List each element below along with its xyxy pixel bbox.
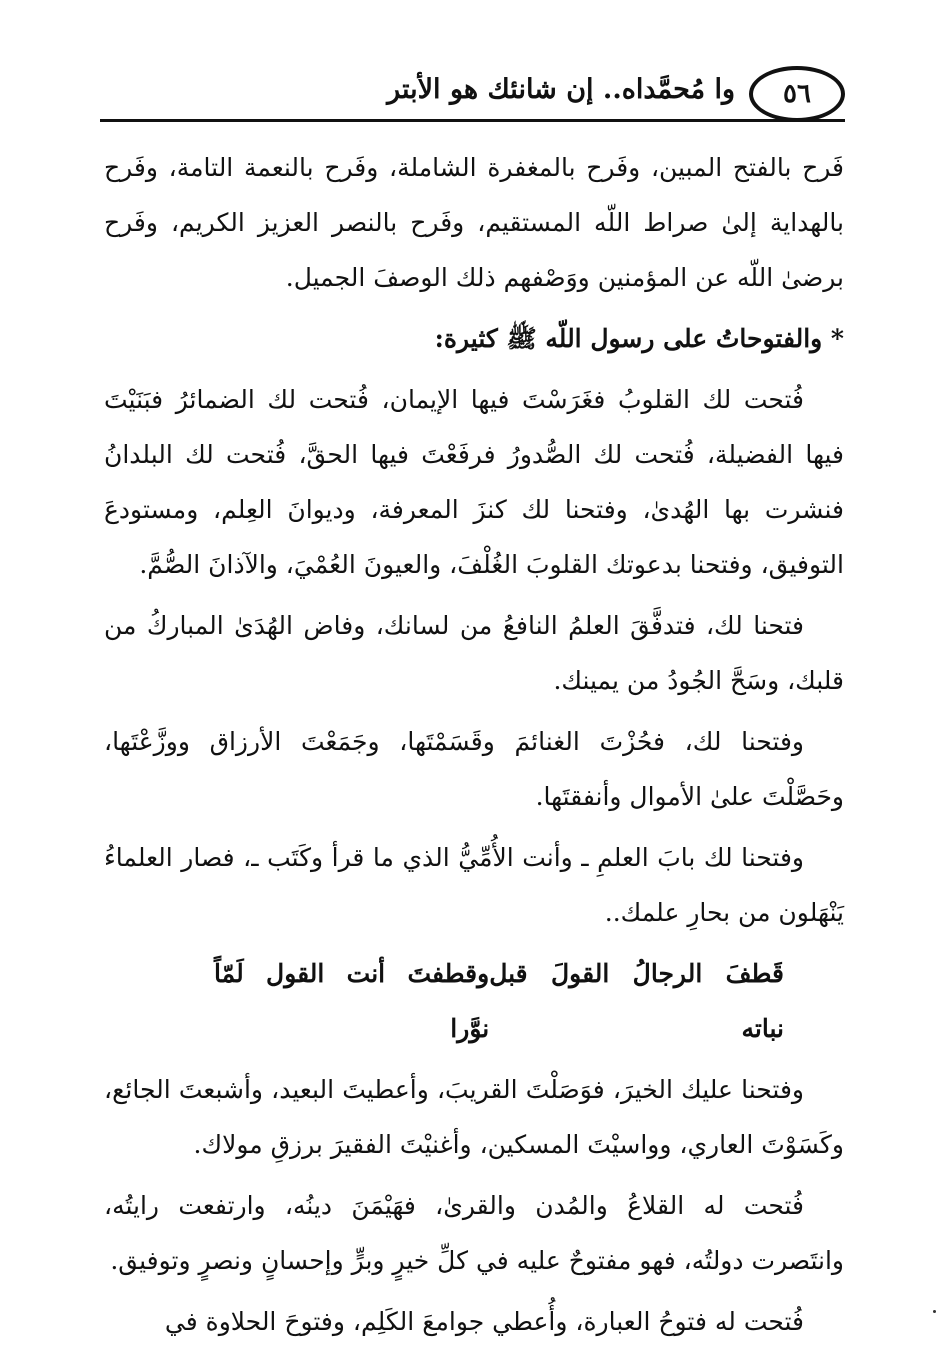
paragraph-8: فُتحت له فتوحُ العبارة، وأُعطي جوامعَ الكَلِم، وفتوحَ الحلاوة في (164, 1307, 804, 1336)
scan-speck (933, 1310, 936, 1313)
paragraph-5: وفتحنا لك بابَ العلمِ ـ وأنت الأُمِّيُّ الذي ما قرأ وكَتَب ـ، فصار العلماءُ يَنْهَلون من بحارِ علمك.. (104, 843, 844, 927)
verse-hemistich-1: قَطفَ الرجالُ القولَ قبل نباته (489, 959, 784, 1043)
page-number (749, 66, 845, 122)
paragraph-1: فَرح بالفتح المبين، وفَرح بالمغفرة الشاملة، وفَرح بالنعمة التامة، وفَرح بالهداية إلىٰ صراط اللّه المستقيم، وفَرح بالنصر العزيز الكريم، وفَرح برضىٰ اللّه عن المؤمنين ووَصْفهم ذلك الوصفَ الجميل. (104, 153, 844, 292)
paragraph-6: وفتحنا عليك الخيرَ، فوَصَلْتَ القريبَ، وأعطيتَ البعيد، وأشبعتَ الجائع، وكَسَوْتَ العاري، وواسيْتَ المسكين، وأغنيْتَ الفقيرَ برزقِ مولاك. (104, 1075, 844, 1159)
paragraph-3: فتحنا لك، فتدفَّقَ العلمُ النافعُ من لسانك، وفاض الهُدَىٰ المباركُ من قلبك، وسَحَّ الجُودُ من يمينك. (104, 611, 844, 695)
header-rule (100, 119, 845, 122)
paragraph-7: فُتحت له القلاعُ والمُدن والقرىٰ، فهَيْمَنَ دينُه، وارتفعت رايتُه، وانتَصرت دولتُه، فهو مفتوحٌ عليه في كلِّ خيرٍ وبرٍّ وإحسانٍ ونصرٍ وتوفيق. (104, 1191, 844, 1275)
paragraph-4: وفتحنا لك، فحُزْتَ الغنائمَ وقَسَمْتَها، وجَمَعْتَ الأرزاق ووزَّعْتَها، وحَصَّلْتَ علىٰ الأموال وأنفقتَها. (104, 727, 844, 811)
poetry-verse (104, 946, 844, 1056)
page-number-text: ٥٦ (783, 79, 811, 109)
page-header (100, 62, 845, 126)
verse-hemistich-2: وقطفتَ أنت القول لَمّاً نوَّرا (214, 959, 490, 1043)
paragraph-2: فُتحت لك القلوبُ فغَرَسْتَ فيها الإيمان، فُتحت لك الضمائرُ فبَنَيْتَ فيها الفضيلة، فُتحت لك الصُّدورُ فرفَعْتَ فيها الحقَّ، فُتحت لك البلدانُ فنشرت بها الهُدىٰ، وفتحنا لك كنزَ المعرفة، وديوانَ العِلم، ومستودعَ التوفيق، وفتحنا بدعوتك القلوبَ الغُلْفَ، والعيونَ العُمْيَ، والآذانَ الصُّمَّ. (104, 385, 844, 579)
body-text (104, 140, 844, 1355)
section-heading: * والفتوحاتُ على رسول اللّه ﷺ كثيرة: (434, 324, 844, 353)
running-title: وا مُحمَّداه.. إن شانئك هو الأبتر (387, 74, 735, 105)
